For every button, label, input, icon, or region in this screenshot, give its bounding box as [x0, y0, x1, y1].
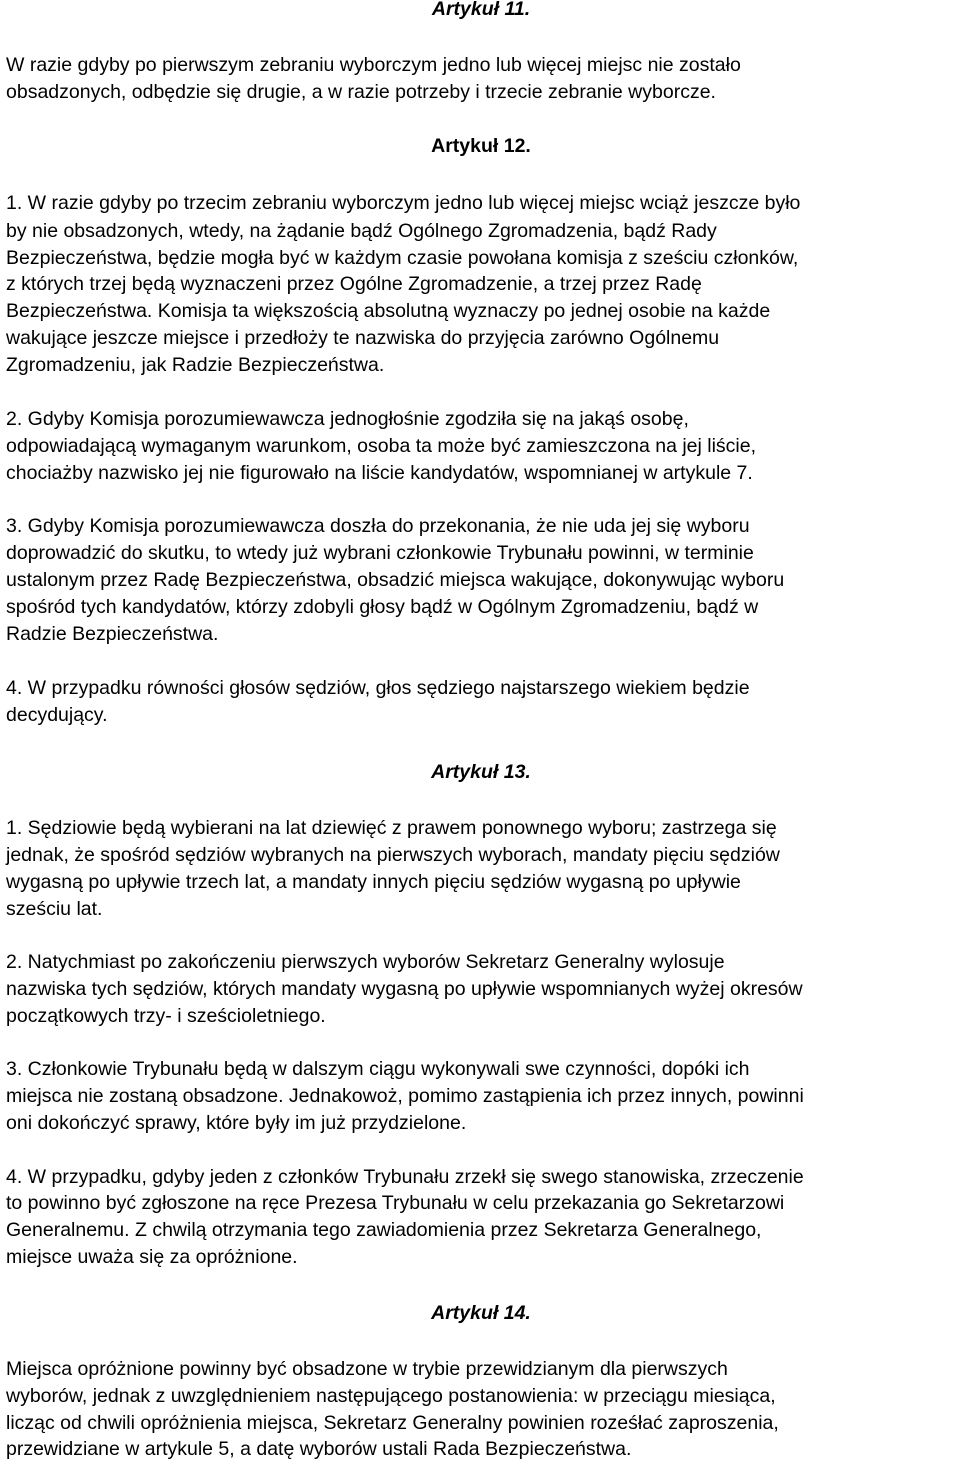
article-heading: Artykuł 11. — [431, 0, 531, 20]
paragraph-line: 2. Natychmiast po zakończeniu pierwszych wyborów Sekretarz Generalny wylosuje — [6, 951, 725, 973]
article-heading: Artykuł 14. — [431, 1302, 531, 1324]
paragraph-line: by nie obsadzonych, wtedy, na żądanie bądź Ogólnego Zgromadzenia, bądź Rady — [6, 220, 717, 242]
paragraph-line: wyborów, jednak z uwzględnieniem następującego postanowienia: w przeciągu miesiąca, — [6, 1385, 776, 1407]
paragraph-line: odpowiadającą wymaganym warunkom, osoba ta może być zamieszczona na jej liście, — [6, 435, 757, 457]
paragraph-line: spośród tych kandydatów, którzy zdobyli głosy bądź w Ogólnym Zgromadzeniu, bądź w — [6, 596, 759, 618]
paragraph-line: oni dokończyć sprawy, które były im już przydzielone. — [6, 1112, 467, 1134]
paragraph-line: 4. W przypadku równości głosów sędziów, głos sędziego najstarszego wiekiem będzie — [6, 677, 750, 699]
paragraph-line: 1. Sędziowie będą wybierani na lat dziewięć z prawem ponownego wyboru; zastrzega się — [6, 817, 777, 839]
paragraph-line: miejsce uważa się za opróżnione. — [6, 1246, 298, 1268]
paragraph-line: decydujący. — [6, 704, 108, 726]
paragraph-line: Miejsca opróżnione powinny być obsadzone w trybie przewidzianym dla pierwszych — [6, 1358, 728, 1380]
paragraph-line: 4. W przypadku, gdyby jeden z członków Trybunału zrzekł się swego stanowiska, zrzeczenie — [6, 1166, 804, 1188]
paragraph-line: Radzie Bezpieczeństwa. — [6, 623, 219, 645]
paragraph-line: doprowadzić do skutku, to wtedy już wybrani członkowie Trybunału powinni, w terminie — [6, 542, 754, 564]
paragraph-line: wygasną po upływie trzech lat, a mandaty innych pięciu sędziów wygasną po upływie — [6, 871, 741, 893]
paragraph-line: Zgromadzeniu, jak Radzie Bezpieczeństwa. — [6, 354, 385, 376]
paragraph-line: ustalonym przez Radę Bezpieczeństwa, obsadzić miejsca wakujące, dokonywując wyboru — [6, 569, 785, 591]
paragraph-line: 2. Gdyby Komisja porozumiewawcza jednogłośnie zgodziła się na jakąś osobę, — [6, 408, 689, 430]
article-heading: Artykuł 13. — [431, 761, 531, 783]
paragraph-line: 1. W razie gdyby po trzecim zebraniu wyborczym jedno lub więcej miejsc wciąż jeszcze było — [6, 192, 801, 214]
paragraph-line: sześciu lat. — [6, 898, 103, 920]
paragraph-line: miejsca nie zostaną obsadzone. Jednakowoż, pomimo zastąpienia ich przez innych, powinni — [6, 1085, 804, 1107]
paragraph-line: Generalnemu. Z chwilą otrzymania tego zawiadomienia przez Sekretarza Generalnego, — [6, 1219, 762, 1241]
paragraph-line: nazwiska tych sędziów, których mandaty wygasną po upływie wspomnianych wyżej okresów — [6, 978, 803, 1000]
paragraph-line: obsadzonych, odbędzie się drugie, a w razie potrzeby i trzecie zebranie wyborcze. — [6, 81, 716, 103]
paragraph-line: W razie gdyby po pierwszym zebraniu wyborczym jedno lub więcej miejsc nie zostało — [6, 54, 741, 76]
paragraph-line: jednak, że spośród sędziów wybranych na pierwszych wyborach, mandaty pięciu sędziów — [6, 844, 780, 866]
paragraph-line: wakujące jeszcze miejsce i przedłoży te nazwiska do przyjęcia zarówno Ogólnemu — [6, 327, 720, 349]
paragraph-line: z których trzej będą wyznaczeni przez Ogólne Zgromadzenie, a trzej przez Radę — [6, 273, 702, 295]
paragraph-line: Bezpieczeństwa, będzie mogła być w każdym czasie powołana komisja z sześciu członków, — [6, 247, 799, 269]
paragraph-line: chociażby nazwisko jej nie figurowało na liście kandydatów, wspomnianej w artykule 7. — [6, 462, 753, 484]
paragraph-line: przewidziane w artykule 5, a datę wyborów ustali Rada Bezpieczeństwa. — [6, 1438, 632, 1460]
paragraph-line: 3. Gdyby Komisja porozumiewawcza doszła do przekonania, że nie uda jej się wyboru — [6, 515, 750, 537]
article-heading: Artykuł 12. — [431, 135, 531, 157]
paragraph-line: Bezpieczeństwa. Komisja ta większością absolutną wyznaczy po jednej osobie na każde — [6, 300, 771, 322]
paragraph-line: początkowych trzy- i sześcioletniego. — [6, 1005, 326, 1027]
paragraph-line: 3. Członkowie Trybunału będą w dalszym ciągu wykonywali swe czynności, dopóki ich — [6, 1058, 750, 1080]
paragraph-line: to powinno być zgłoszone na ręce Prezesa Trybunału w celu przekazania go Sekretarzowi — [6, 1192, 785, 1214]
paragraph-line: licząc od chwili opróżnienia miejsca, Sekretarz Generalny powinien roześłać zaproszenia, — [6, 1412, 779, 1434]
